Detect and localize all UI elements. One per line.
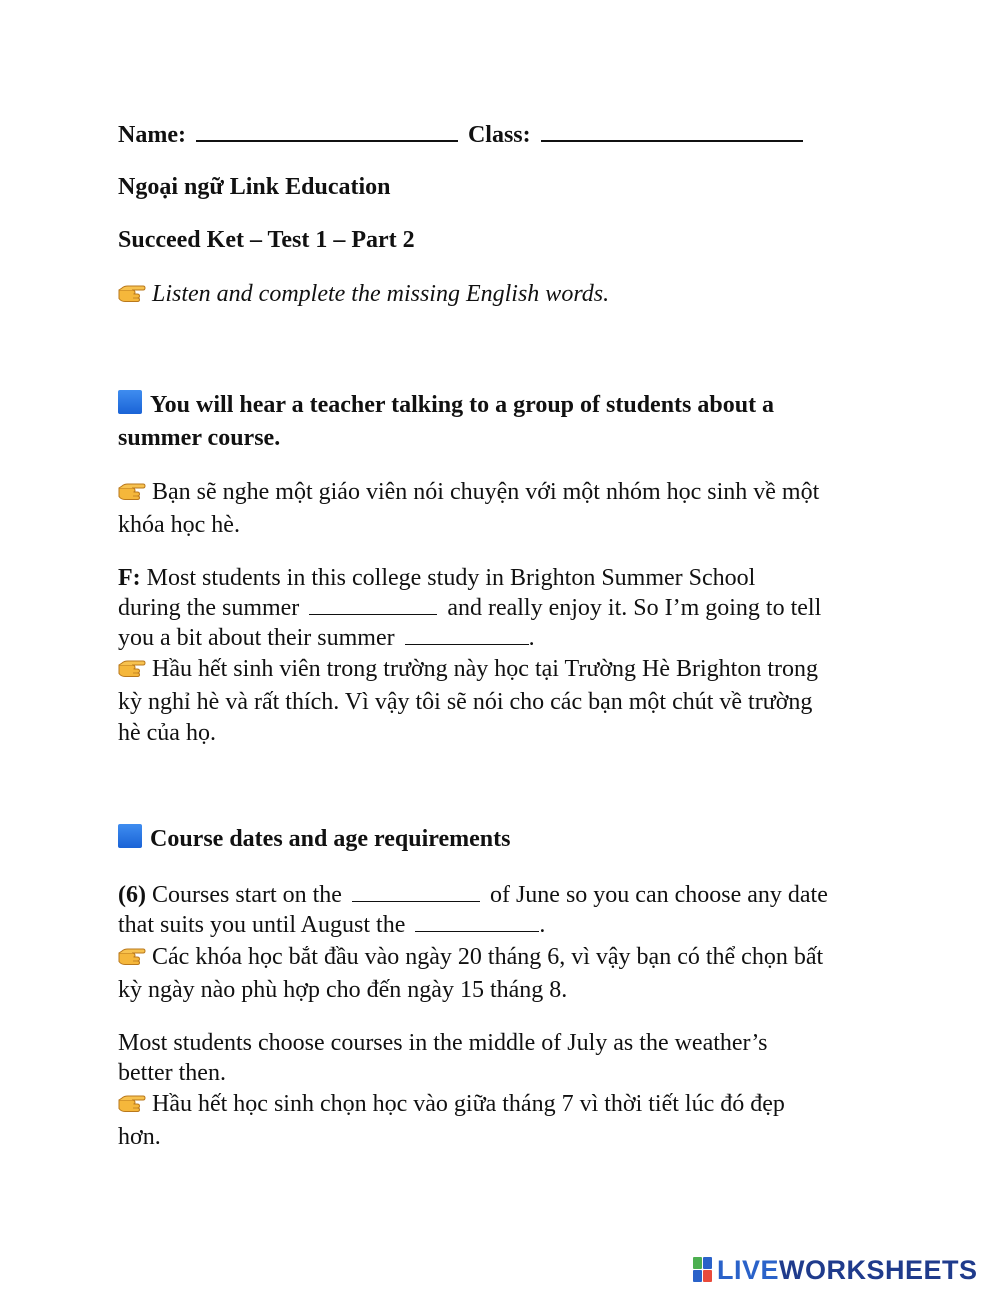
- blue-square-icon: [118, 824, 142, 848]
- answer-blank[interactable]: [309, 594, 437, 615]
- section1-heading-line1: [118, 390, 774, 420]
- text-segment: of June so you can choose any date: [489, 882, 828, 908]
- section1-text: Most students in this college study in Brighton Summer School: [146, 565, 756, 591]
- class-label: Class:: [467, 122, 531, 148]
- text-segment: that suits you until August the: [118, 912, 406, 938]
- pointing-hand-icon: [118, 658, 146, 678]
- text-segment: .: [539, 912, 546, 938]
- section1-text-line2: [118, 593, 821, 623]
- speaker-label: F:: [118, 565, 141, 591]
- text-segment: .: [528, 625, 535, 651]
- instruction-text: Listen and complete the missing English words.: [152, 281, 610, 307]
- blue-square-icon: [118, 390, 142, 414]
- logo-worksheets-text: WORKSHEETS: [779, 1254, 978, 1285]
- translation-text: Hầu hết học sinh chọn học vào giữa tháng 7 vì thời tiết lúc đó đẹp: [152, 1091, 785, 1117]
- section1-text-line3: [118, 623, 535, 653]
- test-title: Succeed Ket – Test 1 – Part 2: [118, 227, 415, 253]
- section1-translation2-line1: [118, 654, 818, 684]
- answer-blank[interactable]: [405, 624, 529, 645]
- section1-translation-line2: khóa học hè.: [118, 512, 240, 538]
- text-segment: and really enjoy it. So I’m going to tell: [447, 595, 822, 621]
- section1-translation2-line3: hè của họ.: [118, 720, 216, 746]
- logo-live-text: LIVE: [717, 1254, 780, 1285]
- question-number: (6): [118, 882, 146, 908]
- section2-translation-line2: kỳ ngày nào phù hợp cho đến ngày 15 tháng 8.: [118, 977, 568, 1003]
- text-segment: during the summer: [118, 595, 300, 621]
- text-segment: Courses start on the: [151, 882, 342, 908]
- section2-translation2-line2: hơn.: [118, 1124, 161, 1150]
- section2-text-line1: [118, 880, 828, 910]
- liveworksheets-logo[interactable]: [693, 1255, 978, 1285]
- section2-text2-line2: better then.: [118, 1060, 226, 1086]
- pointing-hand-icon: [118, 481, 146, 501]
- translation-text: Hầu hết sinh viên trong trường này học tại Trường Hè Brighton trong: [152, 656, 818, 682]
- instruction-row: [118, 279, 609, 309]
- translation-text: Các khóa học bắt đầu vào ngày 20 tháng 6, vì vậy bạn có thể chọn bất: [152, 944, 824, 970]
- pointing-hand-icon: [118, 283, 146, 303]
- answer-blank[interactable]: [415, 911, 539, 932]
- section1-translation2-line2: kỳ nghỉ hè và rất thích. Vì vậy tôi sẽ nói cho các bạn một chút về trường: [118, 689, 813, 715]
- pointing-hand-icon: [118, 946, 146, 966]
- pointing-hand-icon: [118, 1093, 146, 1113]
- section2-heading-text: Course dates and age requirements: [150, 826, 511, 852]
- section2-translation2-line1: [118, 1089, 785, 1119]
- logo-mark-icon: [693, 1257, 713, 1283]
- school-name: Ngoại ngữ Link Education: [118, 174, 391, 200]
- section1-translation-text: Bạn sẽ nghe một giáo viên nói chuyện với một nhóm học sinh về một: [152, 479, 820, 505]
- name-field[interactable]: [196, 118, 458, 142]
- name-label: Name:: [118, 122, 186, 148]
- section2-translation-line1: [118, 942, 823, 972]
- logo-text: [717, 1255, 978, 1286]
- section2-text2-line1: Most students choose courses in the middle of July as the weather’s: [118, 1030, 768, 1056]
- section1-heading-line2: summer course.: [118, 425, 281, 451]
- name-class-row: [118, 118, 807, 150]
- section2-text-line2: [118, 910, 545, 940]
- text-segment: you a bit about their summer: [118, 625, 395, 651]
- section2-heading: [118, 824, 510, 854]
- section1-text-line1: [118, 563, 755, 593]
- class-field[interactable]: [541, 118, 803, 142]
- section1-heading-text: You will hear a teacher talking to a group of students about a: [150, 392, 775, 418]
- answer-blank[interactable]: [352, 881, 480, 902]
- section1-translation-line1: [118, 477, 819, 507]
